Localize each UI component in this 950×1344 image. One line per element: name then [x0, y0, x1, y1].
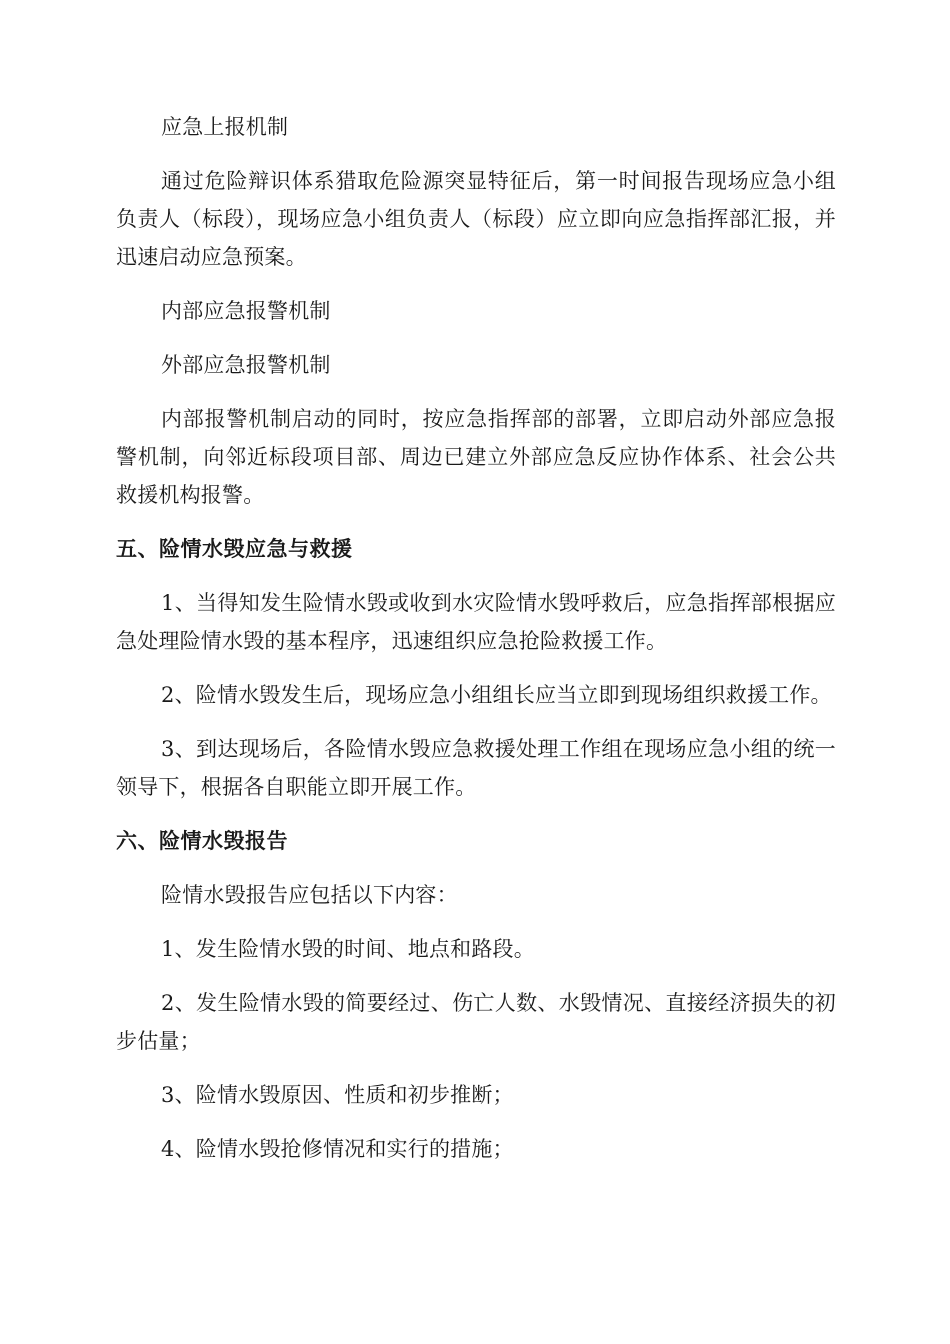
- paragraph-internal-alarm: 内部应急报警机制: [161, 299, 331, 323]
- list-item-report-4: 4、险情水毁抢修情况和实行的措施；: [161, 1137, 514, 1161]
- paragraph-external-alarm: 外部应急报警机制: [161, 353, 331, 377]
- list-item-rescue-1: 1、当得知发生险情水毁或收到水灾险情水毁呼救后，应急指挥部根据应急处理险情水毁的基本程序，迅速组织应急抢险救援工作。: [116, 591, 836, 653]
- section-heading-5: 五、险情水毁应急与救援: [116, 537, 353, 561]
- paragraph-external-alarm-detail: 内部报警机制启动的同时，按应急指挥部的部署，立即启动外部应急报警机制，向邻近标段项目部、周边已建立外部应急反应协作体系、社会公共救援机构报警。: [116, 407, 836, 507]
- section-heading-6: 六、险情水毁报告: [116, 829, 288, 853]
- list-item-report-1: 1、发生险情水毁的时间、地点和路段。: [161, 937, 535, 961]
- list-item-rescue-2: 2、险情水毁发生后，现场应急小组组长应当立即到现场组织救援工作。: [161, 683, 832, 707]
- paragraph-reporting-mechanism: 应急上报机制: [161, 115, 289, 139]
- list-item-rescue-3: 3、到达现场后，各险情水毁应急救援处理工作组在现场应急小组的统一领导下，根据各自职能立即开展工作。: [116, 737, 836, 799]
- list-item-report-2: 2、发生险情水毁的简要经过、伤亡人数、水毁情况、直接经济损失的初步估量；: [116, 991, 836, 1053]
- document-page: [116, 108, 836, 1184]
- paragraph-report-intro: 险情水毁报告应包括以下内容：: [161, 883, 458, 907]
- paragraph-reporting-detail: 通过危险辩识体系猎取危险源突显特征后，第一时间报告现场应急小组负责人（标段），现场应急小组负责人（标段）应立即向应急指挥部汇报，并迅速启动应急预案。: [116, 169, 836, 269]
- list-item-report-3: 3、险情水毁原因、性质和初步推断；: [161, 1083, 514, 1107]
